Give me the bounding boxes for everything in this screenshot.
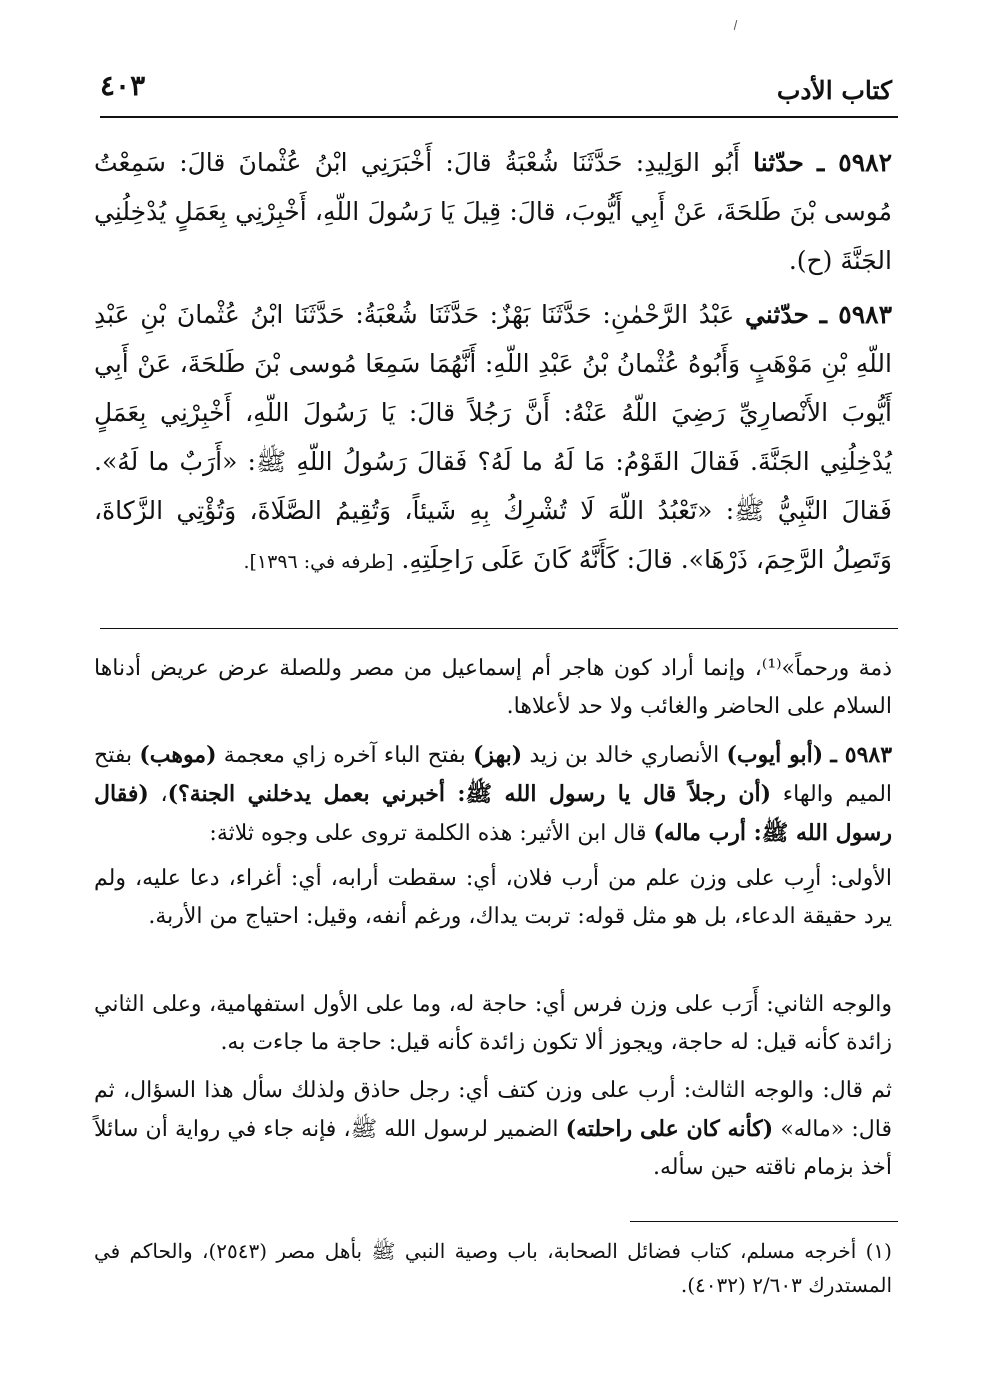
scan-mark <box>734 20 738 30</box>
cross-reference: [طرفه في: ١٣٩٦]. <box>243 551 394 573</box>
explanation: ، <box>148 782 168 807</box>
term: (كأنه كان على راحلته) <box>565 1116 774 1142</box>
term: (أبو أيوب) <box>726 742 824 768</box>
explanation: الأنصاري خالد بن زيد <box>522 743 727 768</box>
commentary-paragraph-2 <box>94 736 892 853</box>
term: (بهز) <box>472 742 523 768</box>
header-rule <box>100 116 898 118</box>
hadith-narration-verb: حدّثني <box>744 300 809 329</box>
explanation: الضمير لرسول الله ﷺ، فإنه جاء في رواية أن سائلاً أخذ بزمام ناقته حين سأله. <box>94 1117 892 1180</box>
term: (فقال رسول الله ﷺ: أرب ماله) <box>94 781 892 846</box>
commentary-paragraph-4: والوجه الثاني: أَرَب على وزن فرس أي: حاجة له، وما على الأول استفهامية، وعلى الثاني زائدة كأنه قيل: له حاجة، ويجوز ألا تكون زائدة كأنه قيل: حاجة ما جاءت به. <box>94 992 892 1055</box>
term: (أن رجلاً قال يا رسول الله ﷺ: أخبرني بعمل يدخلني الجنة؟) <box>167 781 772 807</box>
explanation: بفتح الباء آخره زاي معجمة <box>216 743 473 768</box>
chapter-title: كتاب الأدب <box>776 76 892 105</box>
term: (موهب) <box>139 742 217 768</box>
footnote-rule <box>630 1221 898 1222</box>
commentary-paragraph-3: الأولى: أرِب على وزن علم من أرب فلان، أي: سقطت أرابه، أي: أغراء، دعا عليه، ولم يرد حقيقة الدعاء، بل هو مثل قوله: تربت يداك، ورغم أنفه، وقيل: احتياج من الأربة. <box>94 866 892 929</box>
hadith-5983 <box>94 290 892 587</box>
hadith-text: أَبُو الوَلِيدِ: حَدَّثَنَا شُعْبَةُ قالَ: أَخْبَرَنِي ابْنُ عُثْمانَ قالَ: سَمِعْتُ مُوسى بْنَ طَلحَةَ، عَنْ أَبِي أَيُّوبَ، قالَ: قِيلَ يَا رَسُولَ اللّهِ، أَخْبِرْنِي بِعَمَلٍ يُدْخِلُنِي الجَنَّةَ (ح). <box>94 148 892 275</box>
commentary-paragraph-5 <box>94 1072 892 1187</box>
commentary-paragraph-1: ذمة ورحماً»⁽¹⁾، وإنما أراد كون هاجر أم إسماعيل من مصر وللصلة عرض عريض أدناها السلام على الحاضر والغائب ولا حد لأعلاها. <box>94 656 892 719</box>
hadith-5982 <box>94 138 892 285</box>
hadith-number: ٥٩٨٣ ـ <box>819 300 893 329</box>
explanation: قال ابن الأثير: هذه الكلمة تروى على وجوه ثلاثة: <box>209 821 654 846</box>
page-number: ٤٠٣ <box>100 69 146 102</box>
explanation: ثم قال: والوجه الثالث: أرب على وزن كتف أي: رجل حاذق ولذلك سأل هذا السؤال، ثم قال: «ماله» <box>94 1078 892 1142</box>
hadith-number: ٥٩٨٢ ـ <box>817 148 893 177</box>
hadith-narration-verb: حدّثنا <box>753 148 804 177</box>
footnote: (١) أخرجه مسلم، كتاب فضائل الصحابة، باب وصية النبي ﷺ بأهل مصر (٢٥٤٣)، والحاكم في المستدرك ٢/٦٠٣ (٤٠٣٢). <box>94 1239 892 1297</box>
commentary-number: ٥٩٨٣ ـ <box>830 742 893 768</box>
hadith-text: عَبْدُ الرَّحْمٰنِ: حَدَّثَنَا بَهْزٌ: حَدَّثَنَا شُعْبَةُ: حَدَّثَنَا ابْنُ عُثْمانَ بْنِ عَبْدِ اللّهِ بْنِ مَوْهَبٍ وَأَبُوهُ عُثْمانُ بْنُ عَبْدِ اللّهِ: أَنَّهُمَا سَمِعَا مُوسى بْنَ طَلحَةَ، عَنْ أَبِي أَيُّوبَ الأَنْصارِيِّ رَضِيَ اللّهُ عَنْهُ: أَنَّ رَجُلاً قالَ: يَا رَسُولَ اللّهِ، أَخْبِرْنِي بِعَمَلٍ يُدْخِلُنِي الجَنَّةَ. فَقالَ القَوْمُ: مَا لَهُ ما لَهُ؟ فَقالَ رَسُولُ اللّهِ ﷺ: «أَرَبٌ ما لَهُ». فَقالَ النَّبِيُّ ﷺ: «تَعْبُدُ اللّهَ لَا تُشْرِكُ بِهِ شَيئاً، وَتُقِيمُ الصَّلَاةَ، وَتُؤْتِي الزَّكاةَ، وَتَصِلُ الرَّحِمَ، ذَرْهَا». قالَ: كَأَنَّهُ كَانَ عَلَى رَاحِلَتِهِ. <box>94 300 892 574</box>
explanation: بفتح الميم والهاء <box>94 743 893 807</box>
commentary-divider <box>100 628 898 629</box>
